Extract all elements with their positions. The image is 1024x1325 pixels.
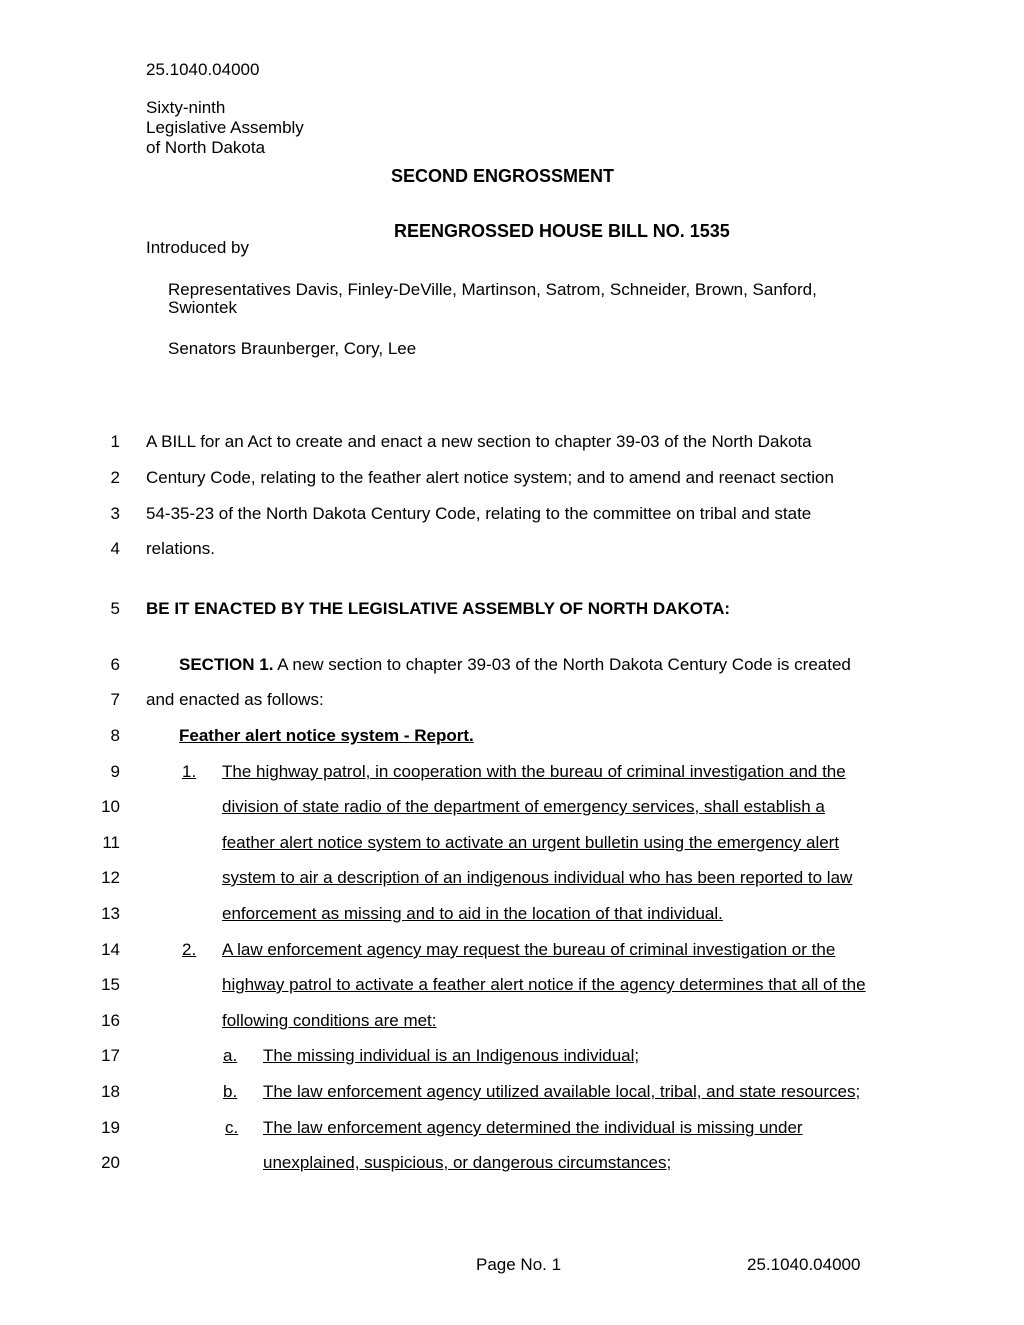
line-number: 15: [101, 975, 120, 994]
introduced-by: Introduced by: [146, 238, 250, 257]
line-number: 3: [110, 504, 120, 523]
bill-title: REENGROSSED HOUSE BILL NO. 1535: [394, 221, 730, 241]
line-number: 10: [101, 797, 120, 816]
footer-bill-id: 25.1040.04000: [747, 1255, 861, 1274]
bill-text-line: following conditions are met:: [222, 1011, 437, 1030]
line-number: 20: [101, 1153, 120, 1172]
enacting-clause: BE IT ENACTED BY THE LEGISLATIVE ASSEMBLY OF NORTH DAKOTA:: [146, 599, 731, 618]
bill-text-line: highway patrol to activate a feather alert notice if the agency determines that all of the: [222, 975, 866, 994]
line-number: 1: [110, 432, 120, 451]
bill-text-line: Century Code, relating to the feather alert notice system; and to amend and reenact section: [146, 468, 834, 487]
line-number: 14: [101, 940, 120, 959]
line-number: 11: [102, 833, 120, 852]
bill-text-line: unexplained, suspicious, or dangerous circumstances;: [263, 1153, 672, 1172]
item-letter: a.: [223, 1046, 238, 1065]
line-number: 18: [101, 1082, 120, 1101]
bill-text-line: 54-35-23 of the North Dakota Century Code, relating to the committee on tribal and state: [146, 504, 812, 523]
bill-text-line: system to air a description of an indigenous individual who has been reported to law: [222, 868, 853, 887]
bill-text-line: The highway patrol, in cooperation with the bureau of criminal investigation and the: [222, 762, 846, 781]
line-number: 6: [110, 655, 120, 674]
page-number: Page No. 1: [476, 1255, 562, 1274]
assembly-line-3: of North Dakota: [146, 138, 266, 157]
section-1-intro: [179, 655, 851, 675]
bill-text-line: and enacted as follows:: [146, 690, 324, 709]
assembly-line-1: Sixty-ninth: [146, 98, 226, 117]
line-number: 7: [110, 690, 120, 709]
bill-text-line: A BILL for an Act to create and enact a new section to chapter 39-03 of the North Dakota: [146, 432, 812, 451]
line-number: 19: [101, 1118, 120, 1137]
senators: Senators Braunberger, Cory, Lee: [168, 339, 417, 358]
bill-text-line: enforcement as missing and to aid in the location of that individual.: [222, 904, 723, 923]
line-number: 2: [110, 468, 120, 487]
line-number: 12: [101, 868, 120, 887]
line-number: 17: [101, 1046, 120, 1065]
bill-text-line: A law enforcement agency may request the bureau of criminal investigation or the: [222, 940, 836, 959]
section-heading: Feather alert notice system - Report.: [179, 726, 474, 745]
bill-text-line: The law enforcement agency utilized available local, tribal, and state resources;: [263, 1082, 861, 1101]
line-number: 9: [110, 762, 120, 781]
bill-text-line: The law enforcement agency determined the individual is missing under: [263, 1118, 803, 1137]
section-1-label: SECTION 1.: [179, 655, 274, 674]
engrossment-title: SECOND ENGROSSMENT: [391, 166, 615, 186]
bill-id: 25.1040.04000: [146, 60, 260, 79]
bill-text-line: The missing individual is an Indigenous individual;: [263, 1046, 640, 1065]
bill-text-line: relations.: [146, 539, 215, 558]
item-letter: b.: [223, 1082, 238, 1101]
assembly-line-2: Legislative Assembly: [146, 118, 304, 137]
subsection-number: 2.: [182, 940, 197, 959]
subsection-number: 1.: [182, 762, 197, 781]
representatives-line-2: Swiontek: [168, 298, 237, 317]
line-number: 13: [101, 904, 120, 923]
section-1-text: A new section to chapter 39-03 of the North Dakota Century Code is created: [273, 655, 851, 674]
bill-text-line: feather alert notice system to activate an urgent bulletin using the emergency alert: [222, 833, 840, 852]
line-number: 8: [110, 726, 120, 745]
line-number: 4: [110, 539, 120, 558]
representatives-line-1: Representatives Davis, Finley-DeVille, Martinson, Satrom, Schneider, Brown, Sanford,: [168, 280, 817, 299]
bill-text-line: division of state radio of the department of emergency services, shall establish a: [222, 797, 825, 816]
line-number: 5: [110, 599, 120, 618]
item-letter: c.: [225, 1118, 239, 1137]
line-number: 16: [101, 1011, 120, 1030]
